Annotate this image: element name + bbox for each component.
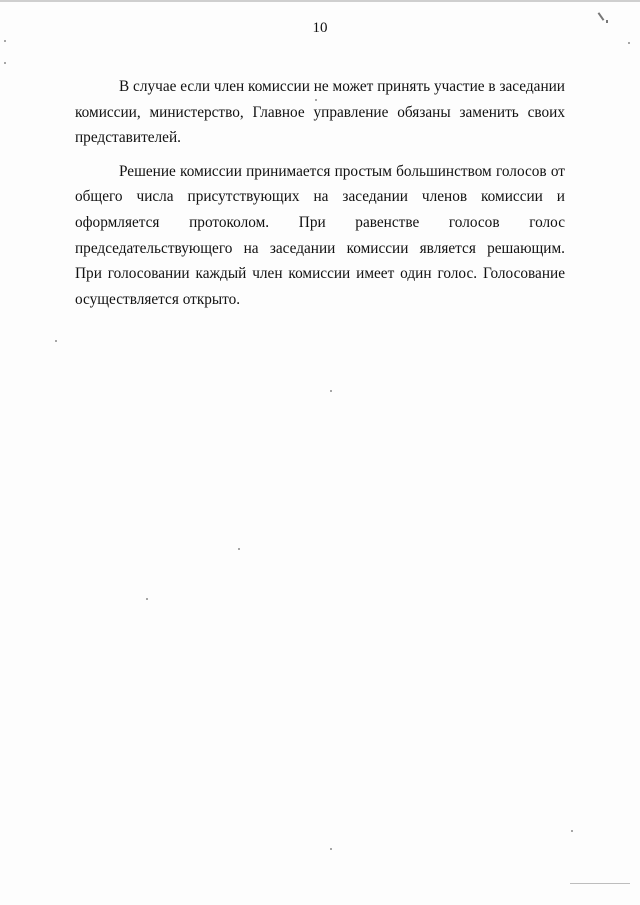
scan-top-edge (0, 0, 640, 2)
scan-speck (571, 830, 573, 832)
paragraph-decision-voting (75, 159, 565, 313)
scan-speck (330, 848, 332, 850)
paragraph-member-replacement (75, 74, 565, 151)
text-line: Решение комиссии принимается простым большинством голосов от (119, 162, 565, 180)
document-body (75, 74, 565, 320)
text-line: При голосовании каждый член комиссии имеет один голос. Голосование (75, 265, 565, 283)
scan-mark (606, 20, 608, 23)
scan-speck (4, 40, 6, 42)
scan-speck (330, 390, 332, 392)
scan-speck (146, 598, 148, 600)
scan-speck (4, 62, 6, 64)
scan-speck (238, 548, 240, 550)
text-line: осуществляется открыто. (75, 290, 241, 308)
text-line: оформляется протоколом. При равенстве голосов голос (75, 213, 565, 231)
scan-mark (570, 883, 630, 884)
scan-speck (628, 42, 630, 44)
page-number: 10 (312, 20, 328, 36)
text-line: председательствующего на заседании комиссии является решающим. (75, 239, 565, 257)
text-line: общего числа присутствующих на заседании членов комиссии и (75, 188, 565, 206)
text-line: представителей. (75, 129, 181, 147)
text-line: В случае если член комиссии не может принять участие в заседании (119, 78, 565, 95)
scan-speck (315, 99, 317, 101)
text-line: комиссии, министерство, Главное управление обязаны заменить своих (75, 103, 565, 121)
scan-speck (55, 340, 57, 342)
